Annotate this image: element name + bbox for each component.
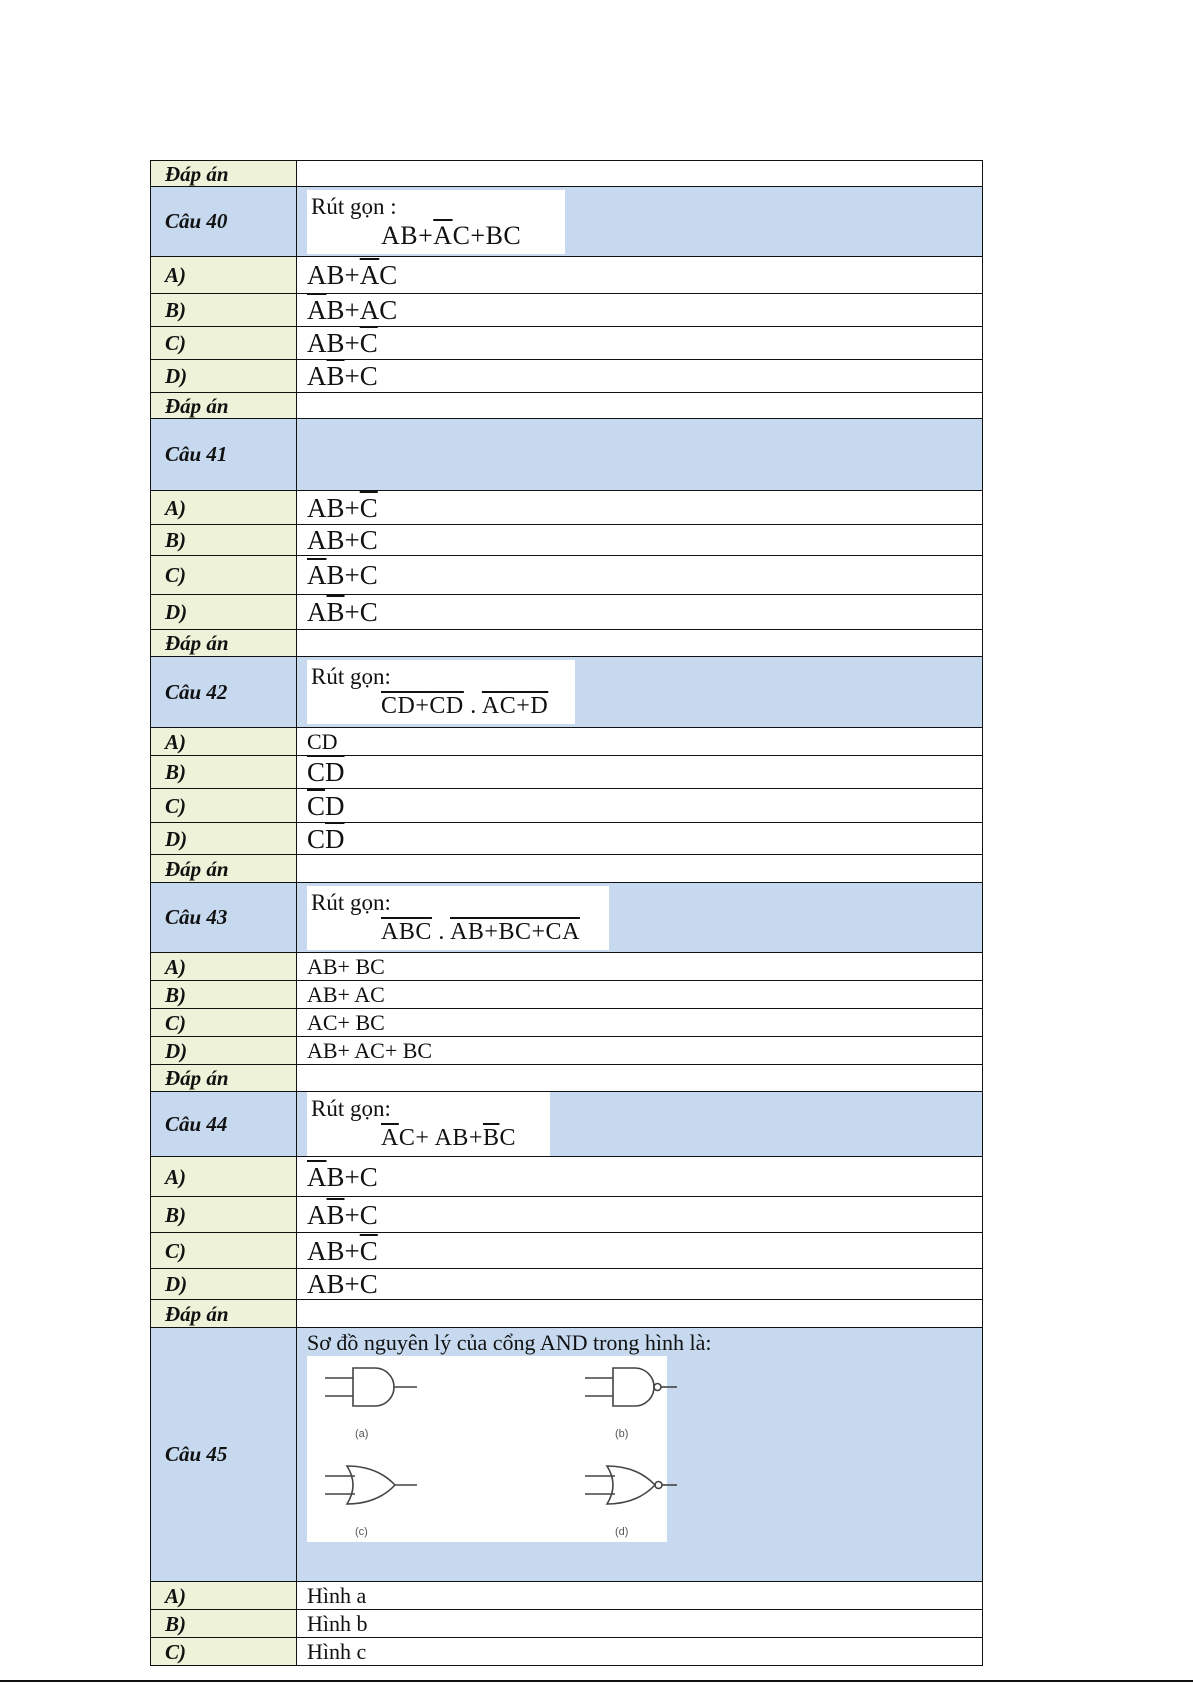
option-row-a[interactable] <box>151 1582 983 1610</box>
option-label-a: A) <box>151 257 297 294</box>
option-label-d: D) <box>151 360 297 393</box>
option-row-c[interactable] <box>151 1638 983 1666</box>
gate-b[interactable] <box>577 1364 677 1440</box>
question-stem: Rút gọn : <box>311 193 397 219</box>
answer-row <box>151 393 983 419</box>
option-row-a[interactable] <box>151 257 983 294</box>
option-b-expr[interactable]: AB+C <box>297 525 983 556</box>
question-content-44 <box>297 1092 983 1157</box>
option-d-expr[interactable]: AB+ AC+ BC <box>297 1037 983 1065</box>
option-row-c[interactable] <box>151 556 983 595</box>
option-row-b[interactable] <box>151 1197 983 1233</box>
option-label-c: C) <box>151 1009 297 1037</box>
option-label-a: A) <box>151 953 297 981</box>
gate-c[interactable] <box>317 1462 577 1538</box>
question-label-41: Câu 41 <box>151 419 297 491</box>
answer-row <box>151 161 983 187</box>
question-label-43: Câu 43 <box>151 883 297 953</box>
answer-cell[interactable] <box>297 161 983 187</box>
option-c-expr[interactable]: $\overline{A}B+C$ <box>297 556 983 595</box>
option-row-c[interactable] <box>151 1009 983 1037</box>
answer-cell[interactable] <box>297 393 983 419</box>
answer-row <box>151 1300 983 1328</box>
option-label-c: C) <box>151 1638 297 1666</box>
option-b-expr[interactable]: $A\overline{B}+C$ <box>297 1197 983 1233</box>
answer-label: Đáp án <box>151 1300 297 1328</box>
option-c-expr[interactable]: $AB+\overline{C}$ <box>297 1233 983 1269</box>
option-row-a[interactable] <box>151 953 983 981</box>
question-label-42: Câu 42 <box>151 657 297 728</box>
option-row-c[interactable] <box>151 1233 983 1269</box>
or-gate-icon <box>317 1462 427 1508</box>
option-row-b[interactable] <box>151 1610 983 1638</box>
option-row-b[interactable] <box>151 525 983 556</box>
and-gate-icon <box>317 1364 427 1410</box>
question-expression: CD+CD . AC+D <box>381 693 549 719</box>
option-d-expr[interactable]: $A\overline{B}+C$ <box>297 360 983 393</box>
figure-label-b: (b) <box>615 1428 629 1440</box>
option-b-expr[interactable]: $\overline{A}B+AC$ <box>297 294 983 327</box>
option-row-a[interactable] <box>151 491 983 525</box>
option-row-c[interactable] <box>151 327 983 360</box>
option-label-b: B) <box>151 294 297 327</box>
question-table <box>150 160 983 1666</box>
answer-label: Đáp án <box>151 630 297 657</box>
option-row-d[interactable] <box>151 1037 983 1065</box>
option-label-c: C) <box>151 1233 297 1269</box>
question-content-40 <box>297 187 983 257</box>
question-row-42 <box>151 657 983 728</box>
question-content-41 <box>297 419 983 491</box>
gate-a[interactable] <box>317 1364 577 1440</box>
option-d-expr[interactable]: $C\overline{D}$ <box>297 823 983 855</box>
option-b-expr[interactable]: AB+ AC <box>297 981 983 1009</box>
answer-label: Đáp án <box>151 855 297 883</box>
question-stem: Sơ đồ nguyên lý của cổng AND trong hình là: <box>307 1330 712 1355</box>
option-row-c[interactable] <box>151 789 983 823</box>
answer-cell[interactable] <box>297 855 983 883</box>
question-stem-box <box>307 1092 550 1156</box>
question-expression: ABC . AB+BC+CA <box>381 918 580 945</box>
option-row-d[interactable] <box>151 823 983 855</box>
figure-label-d: (d) <box>615 1526 629 1538</box>
question-row-44 <box>151 1092 983 1157</box>
question-stem-box <box>307 190 565 254</box>
question-stem: Rút gọn: <box>311 664 391 689</box>
question-stem: Rút gọn: <box>311 889 391 915</box>
option-label-d: D) <box>151 595 297 630</box>
answer-cell[interactable] <box>297 1300 983 1328</box>
option-d-expr[interactable]: $A\overline{B}+C$ <box>297 595 983 630</box>
answer-cell[interactable] <box>297 1065 983 1092</box>
option-a-expr[interactable]: $\overline{A}B+C$ <box>297 1157 983 1197</box>
option-a-expr[interactable]: CD <box>297 728 983 756</box>
answer-label: Đáp án <box>151 393 297 419</box>
answer-row <box>151 855 983 883</box>
question-label-40: Câu 40 <box>151 187 297 257</box>
question-stem-box <box>307 660 575 724</box>
option-a-text[interactable]: Hình a <box>297 1582 983 1610</box>
option-label-b: B) <box>151 756 297 789</box>
option-a-expr[interactable]: $AB+\overline{A}C$ <box>297 257 983 294</box>
option-a-expr[interactable]: AB+ BC <box>297 953 983 981</box>
option-c-expr[interactable]: $AB+\overline{C}$ <box>297 327 983 360</box>
option-label-b: B) <box>151 1610 297 1638</box>
option-b-text[interactable]: Hình b <box>297 1610 983 1638</box>
answer-cell[interactable] <box>297 630 983 657</box>
figure-label-c: (c) <box>355 1526 368 1538</box>
option-label-b: B) <box>151 981 297 1009</box>
option-label-a: A) <box>151 728 297 756</box>
question-row-43 <box>151 883 983 953</box>
answer-label: Đáp án <box>151 161 297 187</box>
question-row-40 <box>151 187 983 257</box>
option-a-expr[interactable]: $AB+\overline{C}$ <box>297 491 983 525</box>
option-row-b[interactable] <box>151 756 983 789</box>
answer-row <box>151 1065 983 1092</box>
figure-label-a: (a) <box>355 1428 369 1440</box>
option-label-a: A) <box>151 491 297 525</box>
option-label-d: D) <box>151 1269 297 1300</box>
question-expression: $AB+\overline{A}C+BC$ <box>381 220 522 250</box>
option-label-d: D) <box>151 823 297 855</box>
option-c-text[interactable]: Hình c <box>297 1638 983 1666</box>
option-label-c: C) <box>151 556 297 595</box>
gate-figure <box>307 1356 667 1542</box>
question-content-43 <box>297 883 983 953</box>
option-row-d[interactable] <box>151 1269 983 1300</box>
question-expression: $\overline{A}C+ AB+\overline{B}C$ <box>381 1125 516 1151</box>
option-b-expr[interactable]: $\overline{C}\overline{D}$ <box>297 756 983 789</box>
question-row-41 <box>151 419 983 491</box>
answer-label: Đáp án <box>151 1065 297 1092</box>
answer-row <box>151 630 983 657</box>
option-label-a: A) <box>151 1157 297 1197</box>
option-row-b[interactable] <box>151 294 983 327</box>
question-row-45 <box>151 1328 983 1582</box>
option-label-a: A) <box>151 1582 297 1610</box>
option-c-expr[interactable]: $\overline{C}D$ <box>297 789 983 823</box>
option-d-expr[interactable]: AB+C <box>297 1269 983 1300</box>
option-c-expr[interactable]: AC+ BC <box>297 1009 983 1037</box>
question-stem: Rút gọn: <box>311 1096 391 1121</box>
option-row-a[interactable] <box>151 728 983 756</box>
question-stem-box <box>307 886 609 950</box>
option-label-b: B) <box>151 1197 297 1233</box>
option-label-c: C) <box>151 789 297 823</box>
nand-gate-icon <box>577 1364 687 1410</box>
question-content-42 <box>297 657 983 728</box>
question-label-44: Câu 44 <box>151 1092 297 1157</box>
option-label-c: C) <box>151 327 297 360</box>
question-label-45: Câu 45 <box>151 1328 297 1582</box>
option-row-d[interactable] <box>151 595 983 630</box>
option-label-d: D) <box>151 1037 297 1065</box>
page-edge-divider <box>0 1680 1193 1682</box>
question-content-45 <box>297 1328 983 1582</box>
nor-gate-icon <box>577 1462 687 1508</box>
option-label-b: B) <box>151 525 297 556</box>
option-row-a[interactable] <box>151 1157 983 1197</box>
option-row-b[interactable] <box>151 981 983 1009</box>
option-row-d[interactable] <box>151 360 983 393</box>
gate-d[interactable] <box>577 1462 677 1538</box>
